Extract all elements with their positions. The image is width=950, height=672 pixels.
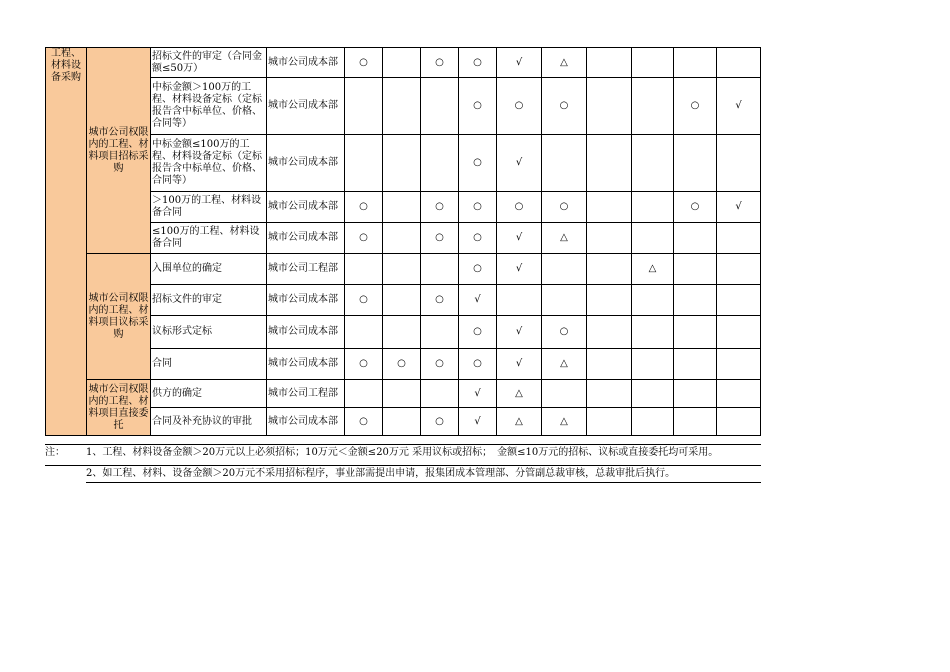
mark-cell: ○ xyxy=(459,223,497,254)
item-cell: 合同 xyxy=(151,349,267,380)
dept-cell: 城市公司成本部 xyxy=(267,285,345,316)
mark-cell xyxy=(674,48,717,78)
mark-cell: ○ xyxy=(497,192,542,223)
note-row-2 xyxy=(45,466,761,486)
mark-cell: √ xyxy=(459,408,497,436)
table-row xyxy=(46,78,761,135)
mark-cell xyxy=(542,380,587,408)
dept-cell: 城市公司成本部 xyxy=(267,135,345,192)
note-line-1: 1、工程、材料设备金额＞20万元以上必须招标；10万元＜金额≤20万元 采用议标或招标； 金额≤10万元的招标、议标或直接委托均可采用。 xyxy=(86,447,719,458)
table-row xyxy=(46,316,761,349)
mark-cell xyxy=(632,285,674,316)
table-row xyxy=(46,349,761,380)
mark-cell xyxy=(497,285,542,316)
mark-cell xyxy=(383,48,421,78)
mark-cell xyxy=(587,285,632,316)
category-cell: 工程、材料设备采购 xyxy=(46,48,87,436)
mark-cell xyxy=(717,135,761,192)
mark-cell: ○ xyxy=(542,78,587,135)
mark-cell: √ xyxy=(717,78,761,135)
mark-cell: ○ xyxy=(459,192,497,223)
mark-cell: √ xyxy=(497,254,542,285)
group-label-cell: 城市公司权限内的工程、材料项目招标采购 xyxy=(87,48,151,254)
mark-cell: △ xyxy=(632,254,674,285)
mark-cell: √ xyxy=(717,192,761,223)
table-row xyxy=(46,223,761,254)
table-row xyxy=(46,254,761,285)
mark-cell xyxy=(587,316,632,349)
mark-cell xyxy=(632,408,674,436)
mark-cell: √ xyxy=(497,316,542,349)
mark-cell: △ xyxy=(542,349,587,380)
mark-cell xyxy=(383,223,421,254)
mark-cell xyxy=(632,223,674,254)
mark-cell xyxy=(345,135,383,192)
table-row xyxy=(46,192,761,223)
mark-cell: √ xyxy=(497,223,542,254)
mark-cell xyxy=(717,285,761,316)
mark-cell xyxy=(674,349,717,380)
group-label-cell: 城市公司权限内的工程、材料项目议标采购 xyxy=(87,254,151,380)
mark-cell: △ xyxy=(497,380,542,408)
mark-cell xyxy=(587,349,632,380)
mark-cell: √ xyxy=(459,285,497,316)
mark-cell xyxy=(674,380,717,408)
mark-cell: ○ xyxy=(459,48,497,78)
table-row xyxy=(46,380,761,408)
mark-cell xyxy=(632,316,674,349)
dept-cell: 城市公司工程部 xyxy=(267,380,345,408)
mark-cell xyxy=(587,135,632,192)
mark-cell xyxy=(632,380,674,408)
mark-cell xyxy=(632,48,674,78)
mark-cell xyxy=(383,408,421,436)
dept-cell: 城市公司工程部 xyxy=(267,254,345,285)
mark-cell xyxy=(383,254,421,285)
mark-cell: △ xyxy=(542,223,587,254)
mark-cell: ○ xyxy=(345,192,383,223)
mark-cell: △ xyxy=(542,48,587,78)
mark-cell xyxy=(587,408,632,436)
mark-cell: ○ xyxy=(459,135,497,192)
notes-section xyxy=(45,444,761,486)
item-cell: 招标文件的审定（合同金额≤50万） xyxy=(151,48,267,78)
mark-cell xyxy=(383,285,421,316)
mark-cell xyxy=(383,78,421,135)
dept-cell: 城市公司成本部 xyxy=(267,78,345,135)
mark-cell xyxy=(587,223,632,254)
mark-cell xyxy=(717,408,761,436)
mark-cell xyxy=(632,78,674,135)
mark-cell xyxy=(345,78,383,135)
mark-cell xyxy=(587,78,632,135)
mark-cell xyxy=(717,380,761,408)
table-row xyxy=(46,135,761,192)
note-line-2: 2、如工程、材料、设备金额＞20万元不采用招标程序，事业部需提出申请，报集团成本管理部、分管副总裁审核，总裁审批后执行。 xyxy=(86,466,761,483)
mark-cell: ○ xyxy=(674,192,717,223)
mark-cell xyxy=(542,254,587,285)
mark-cell: ○ xyxy=(459,316,497,349)
item-cell: 合同及补充协议的审批 xyxy=(151,408,267,436)
mark-cell: ○ xyxy=(542,316,587,349)
mark-cell: ○ xyxy=(421,48,459,78)
mark-cell xyxy=(421,380,459,408)
item-cell: 招标文件的审定 xyxy=(151,285,267,316)
mark-cell: ○ xyxy=(345,223,383,254)
mark-cell: ○ xyxy=(345,285,383,316)
dept-cell: 城市公司成本部 xyxy=(267,349,345,380)
mark-cell xyxy=(717,316,761,349)
mark-cell xyxy=(674,223,717,254)
mark-cell xyxy=(542,135,587,192)
mark-cell xyxy=(587,380,632,408)
mark-cell xyxy=(383,316,421,349)
mark-cell: ○ xyxy=(421,192,459,223)
mark-cell: ○ xyxy=(542,192,587,223)
mark-cell xyxy=(587,48,632,78)
mark-cell xyxy=(383,380,421,408)
item-cell: 中标金额＞100万的工程、材料设备定标（定标报告含中标单位、价格、合同等） xyxy=(151,78,267,135)
mark-cell: ○ xyxy=(345,408,383,436)
mark-cell xyxy=(674,316,717,349)
item-cell: ≤100万的工程、材料设备合同 xyxy=(151,223,267,254)
dept-cell: 城市公司成本部 xyxy=(267,408,345,436)
mark-cell xyxy=(717,254,761,285)
mark-cell xyxy=(632,349,674,380)
group-label-cell: 城市公司权限内的工程、材料项目直接委托 xyxy=(87,380,151,436)
dept-cell: 城市公司成本部 xyxy=(267,192,345,223)
item-cell: 中标金额≤100万的工程、材料设备定标（定标报告含中标单位、价格、合同等） xyxy=(151,135,267,192)
mark-cell: √ xyxy=(459,380,497,408)
mark-cell xyxy=(383,135,421,192)
mark-cell: √ xyxy=(497,135,542,192)
table-row xyxy=(46,408,761,436)
mark-cell: ○ xyxy=(459,349,497,380)
mark-cell xyxy=(632,192,674,223)
mark-cell: ○ xyxy=(383,349,421,380)
mark-cell xyxy=(421,78,459,135)
mark-cell: ○ xyxy=(345,349,383,380)
mark-cell: ○ xyxy=(674,78,717,135)
mark-cell xyxy=(674,408,717,436)
mark-cell: √ xyxy=(497,349,542,380)
mark-cell xyxy=(632,135,674,192)
mark-cell xyxy=(587,254,632,285)
mark-cell xyxy=(345,380,383,408)
item-cell: 供方的确定 xyxy=(151,380,267,408)
item-cell: 入围单位的确定 xyxy=(151,254,267,285)
mark-cell: △ xyxy=(497,408,542,436)
approval-matrix-table xyxy=(45,47,761,436)
mark-cell: ○ xyxy=(421,285,459,316)
mark-cell xyxy=(345,316,383,349)
note-row-1 xyxy=(45,444,761,466)
mark-cell xyxy=(587,192,632,223)
mark-cell xyxy=(421,135,459,192)
table-row xyxy=(46,285,761,316)
mark-cell: ○ xyxy=(421,349,459,380)
item-cell: ＞100万的工程、材料设备合同 xyxy=(151,192,267,223)
mark-cell: △ xyxy=(542,408,587,436)
mark-cell xyxy=(674,285,717,316)
mark-cell xyxy=(717,48,761,78)
mark-cell xyxy=(674,254,717,285)
table-row xyxy=(46,48,761,78)
mark-cell xyxy=(717,349,761,380)
dept-cell: 城市公司成本部 xyxy=(267,48,345,78)
mark-cell xyxy=(383,192,421,223)
mark-cell xyxy=(421,254,459,285)
mark-cell: ○ xyxy=(497,78,542,135)
dept-cell: 城市公司成本部 xyxy=(267,223,345,254)
mark-cell: √ xyxy=(497,48,542,78)
item-cell: 议标形式定标 xyxy=(151,316,267,349)
mark-cell xyxy=(542,285,587,316)
dept-cell: 城市公司成本部 xyxy=(267,316,345,349)
mark-cell xyxy=(674,135,717,192)
mark-cell: ○ xyxy=(345,48,383,78)
mark-cell: ○ xyxy=(421,408,459,436)
mark-cell: ○ xyxy=(421,223,459,254)
mark-cell xyxy=(421,316,459,349)
mark-cell xyxy=(345,254,383,285)
mark-cell: ○ xyxy=(459,254,497,285)
mark-cell xyxy=(717,223,761,254)
notes-label: 注： xyxy=(45,447,65,458)
mark-cell: ○ xyxy=(459,78,497,135)
